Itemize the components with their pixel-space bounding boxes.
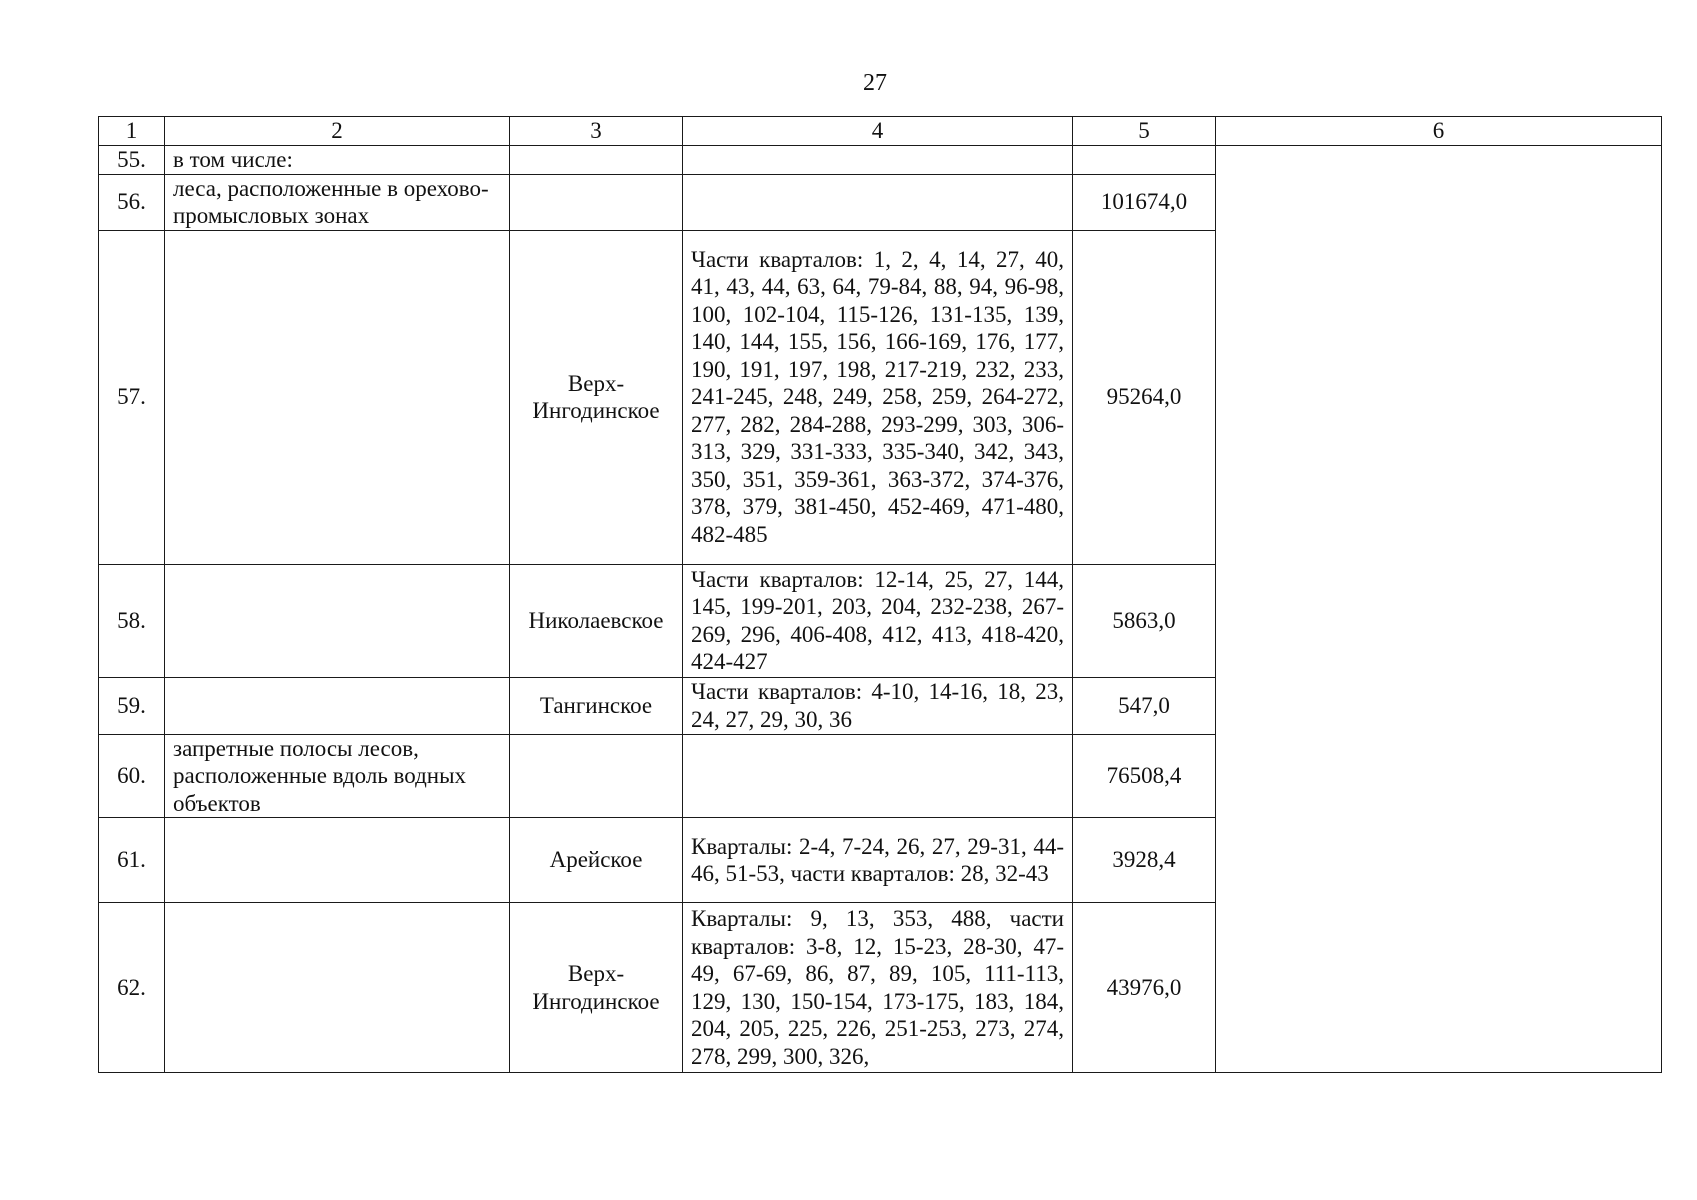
row-name: леса, расположенные в орехово-промысловых зонах bbox=[165, 174, 510, 230]
row-name bbox=[165, 818, 510, 903]
row-name bbox=[165, 564, 510, 677]
row-area: 43976,0 bbox=[1073, 903, 1216, 1073]
row-forestry bbox=[510, 174, 683, 230]
row-quarters: Кварталы: 9, 13, 353, 488, части кварталов: 3-8, 12, 15-23, 28-30, 47-49, 67-69, 86, 87, 89, 105, 111-113, 129, 130, 150-154, 173-175, 183, 184, 204, 205, 225, 226, 251-253, 273, 274, 278, 299, 300, 326, bbox=[683, 903, 1073, 1073]
row-forestry: Арейское bbox=[510, 818, 683, 903]
table-row bbox=[99, 146, 1662, 175]
row-number: 55. bbox=[99, 146, 165, 175]
row-quarters: Части кварталов: 1, 2, 4, 14, 27, 40, 41, 43, 44, 63, 64, 79-84, 88, 94, 96-98, 100, 102-104, 115-126, 131-135, 139, 140, 144, 155, 156, 166-169, 176, 177, 190, 191, 197, 198, 217-219, 232, 233, 241-245, 248, 249, 258, 259, 264-272, 277, 282, 284-288, 293-299, 303, 306-313, 329, 331-333, 335-340, 342, 343, 350, 351, 359-361, 363-372, 374-376, 378, 379, 381-450, 452-469, 471-480, 482-485 bbox=[683, 230, 1073, 564]
row-area: 95264,0 bbox=[1073, 230, 1216, 564]
table-header-row bbox=[99, 117, 1662, 146]
header-col-3: 3 bbox=[510, 117, 683, 146]
row-name: в том числе: bbox=[165, 146, 510, 175]
page-number: 27 bbox=[863, 70, 887, 96]
row-name bbox=[165, 677, 510, 734]
row-quarters: Части кварталов: 12-14, 25, 27, 144, 145, 199-201, 203, 204, 232-238, 267-269, 296, 406-408, 412, 413, 418-420, 424-427 bbox=[683, 564, 1073, 677]
row-name bbox=[165, 903, 510, 1073]
header-col-4: 4 bbox=[683, 117, 1073, 146]
row-quarters bbox=[683, 174, 1073, 230]
row-number: 58. bbox=[99, 564, 165, 677]
column-6-cell bbox=[1216, 146, 1662, 1073]
row-forestry: Тангинское bbox=[510, 677, 683, 734]
row-number: 57. bbox=[99, 230, 165, 564]
forest-table bbox=[98, 116, 1662, 1073]
row-area: 76508,4 bbox=[1073, 734, 1216, 818]
header-col-6: 6 bbox=[1216, 117, 1662, 146]
row-area: 3928,4 bbox=[1073, 818, 1216, 903]
row-area bbox=[1073, 146, 1216, 175]
row-area: 101674,0 bbox=[1073, 174, 1216, 230]
row-area: 547,0 bbox=[1073, 677, 1216, 734]
row-quarters: Части кварталов: 4-10, 14-16, 18, 23, 24, 27, 29, 30, 36 bbox=[683, 677, 1073, 734]
row-quarters bbox=[683, 146, 1073, 175]
header-col-2: 2 bbox=[165, 117, 510, 146]
row-forestry bbox=[510, 146, 683, 175]
row-quarters bbox=[683, 734, 1073, 818]
header-col-1: 1 bbox=[99, 117, 165, 146]
row-number: 59. bbox=[99, 677, 165, 734]
row-name: запретные полосы лесов, расположенные вдоль водных объектов bbox=[165, 734, 510, 818]
row-number: 56. bbox=[99, 174, 165, 230]
header-col-5: 5 bbox=[1073, 117, 1216, 146]
row-forestry: Верх-Ингодинское bbox=[510, 903, 683, 1073]
row-quarters: Кварталы: 2-4, 7-24, 26, 27, 29-31, 44-46, 51-53, части кварталов: 28, 32-43 bbox=[683, 818, 1073, 903]
row-area: 5863,0 bbox=[1073, 564, 1216, 677]
row-forestry bbox=[510, 734, 683, 818]
row-name bbox=[165, 230, 510, 564]
row-forestry: Верх-Ингодинское bbox=[510, 230, 683, 564]
row-number: 62. bbox=[99, 903, 165, 1073]
row-number: 60. bbox=[99, 734, 165, 818]
row-number: 61. bbox=[99, 818, 165, 903]
row-forestry: Николаевское bbox=[510, 564, 683, 677]
